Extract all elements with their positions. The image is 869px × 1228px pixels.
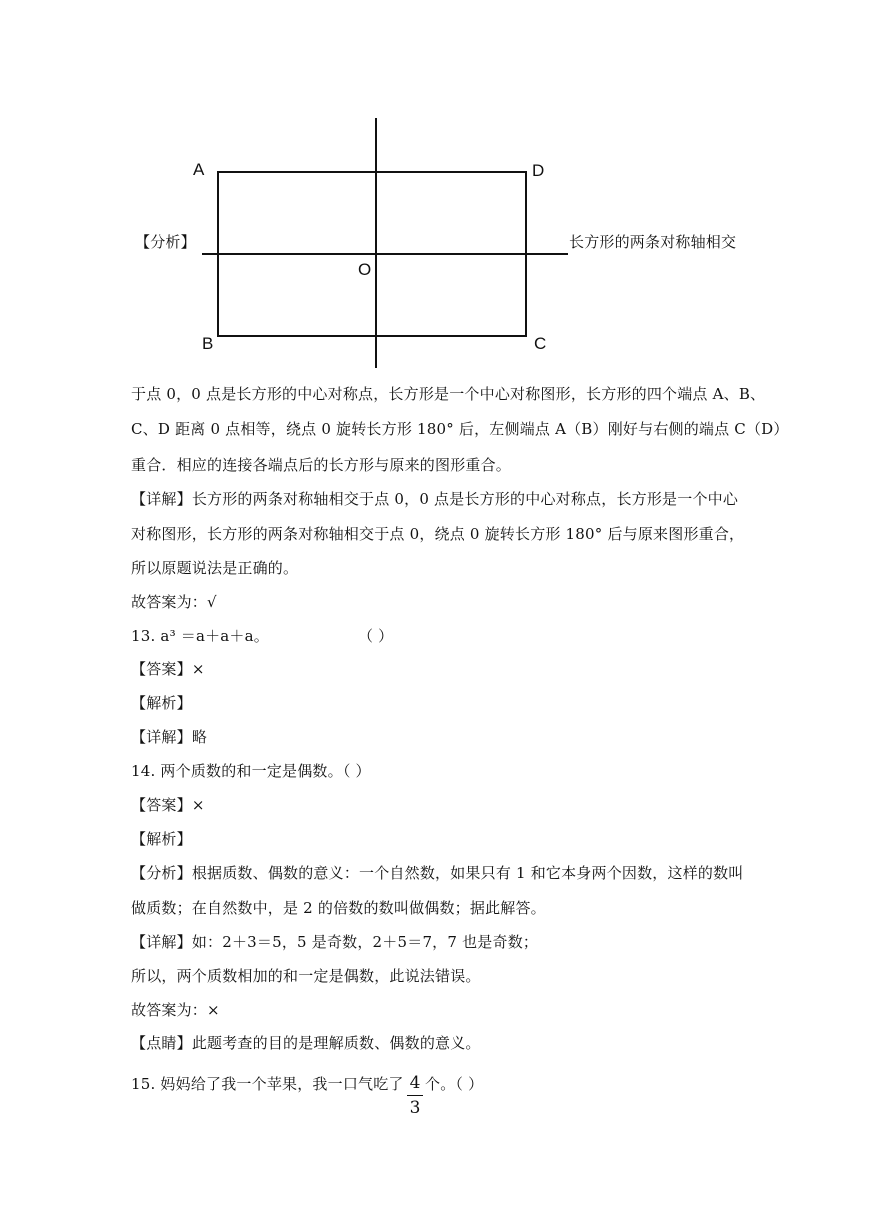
question-13-blank: （ ） xyxy=(358,627,394,645)
analysis-tail-text: 长方形的两条对称轴相交 xyxy=(569,233,737,251)
detail-text: 略 xyxy=(191,728,208,746)
question-15-prefix: 15. 妈妈给了我一个苹果，我一口气吃了 xyxy=(131,1075,404,1093)
answer-label: 【答案】 xyxy=(131,796,192,814)
detail-text: 长方形的两条对称轴相交于点 0，0 点是长方形的中心对称点，长方形是一个中心 xyxy=(191,490,739,508)
question-13: 13. a³ ＝a＋a＋a。 xyxy=(131,627,269,645)
q14-answer-line xyxy=(131,795,205,815)
analysis-line-3: 重合．相应的连接各端点后的长方形与原来的图形重合。 xyxy=(131,456,512,474)
detail-text: 如：2＋3＝5，5 是奇数，2＋5＝7，7 也是奇数； xyxy=(191,933,539,951)
q14-detail-line-1 xyxy=(131,932,538,952)
q14-explanation-label: 【解析】 xyxy=(131,830,192,848)
center-label-o: O xyxy=(358,260,372,279)
analysis-label: 【分析】 xyxy=(131,864,192,882)
rectangle-symmetry-figure xyxy=(193,118,572,370)
fraction-denominator: 3 xyxy=(409,1098,421,1118)
q13-explanation-label: 【解析】 xyxy=(131,694,192,712)
q14-detail-line-2: 所以，两个质数相加的和一定是偶数，此说法错误。 xyxy=(131,967,481,985)
answer-value: × xyxy=(191,796,205,814)
detail-label: 【详解】 xyxy=(131,933,192,951)
analysis-line-1: 于点 0，0 点是长方形的中心对称点，长方形是一个中心对称图形，长方形的四个端点 A、B、 xyxy=(131,385,766,403)
comment-text: 此题考查的目的是理解质数、偶数的意义。 xyxy=(191,1034,481,1052)
detail-label: 【详解】 xyxy=(131,490,192,508)
vertex-label-d: D xyxy=(532,161,545,180)
q13-detail-line xyxy=(131,727,207,747)
fraction-numerator: 4 xyxy=(409,1073,421,1093)
analysis-line-2: C、D 距离 0 点相等，绕点 0 旋转长方形 180° 后，左侧端点 A（B）刚好与右侧的端点 C（D） xyxy=(131,420,789,438)
detail-label: 【详解】 xyxy=(131,728,192,746)
question-15-suffix: 个。（ ） xyxy=(425,1075,484,1093)
fraction-four-thirds xyxy=(407,1073,423,1118)
answer-label: 【答案】 xyxy=(131,660,192,678)
answer-value: × xyxy=(191,660,205,678)
vertex-label-c: C xyxy=(534,334,547,353)
analysis-text: 根据质数、偶数的意义：一个自然数，如果只有 1 和它本身两个因数，这样的数叫 xyxy=(191,864,744,882)
question-14: 14. 两个质数的和一定是偶数。（ ） xyxy=(131,762,371,780)
vertex-label-b: B xyxy=(202,334,214,353)
comment-label: 【点睛】 xyxy=(131,1034,192,1052)
answer-line-12: 故答案为：√ xyxy=(131,593,217,611)
q13-answer-line xyxy=(131,659,205,679)
q14-comment-line xyxy=(131,1033,481,1053)
detail-line-1 xyxy=(131,489,738,509)
q14-final-answer: 故答案为：× xyxy=(131,1001,220,1019)
vertex-label-a: A xyxy=(193,160,205,179)
q14-analysis-line-1 xyxy=(131,863,744,883)
detail-line-2: 对称图形，长方形的两条对称轴相交于点 0，绕点 0 旋转长方形 180° 后与原来图形重合， xyxy=(131,525,745,543)
detail-line-3: 所以原题说法是正确的。 xyxy=(131,559,299,577)
analysis-label: 【分析】 xyxy=(135,233,196,251)
fraction-bar xyxy=(407,1095,423,1096)
q14-analysis-line-2: 做质数；在自然数中，是 2 的倍数的数叫做偶数；据此解答。 xyxy=(131,899,546,917)
